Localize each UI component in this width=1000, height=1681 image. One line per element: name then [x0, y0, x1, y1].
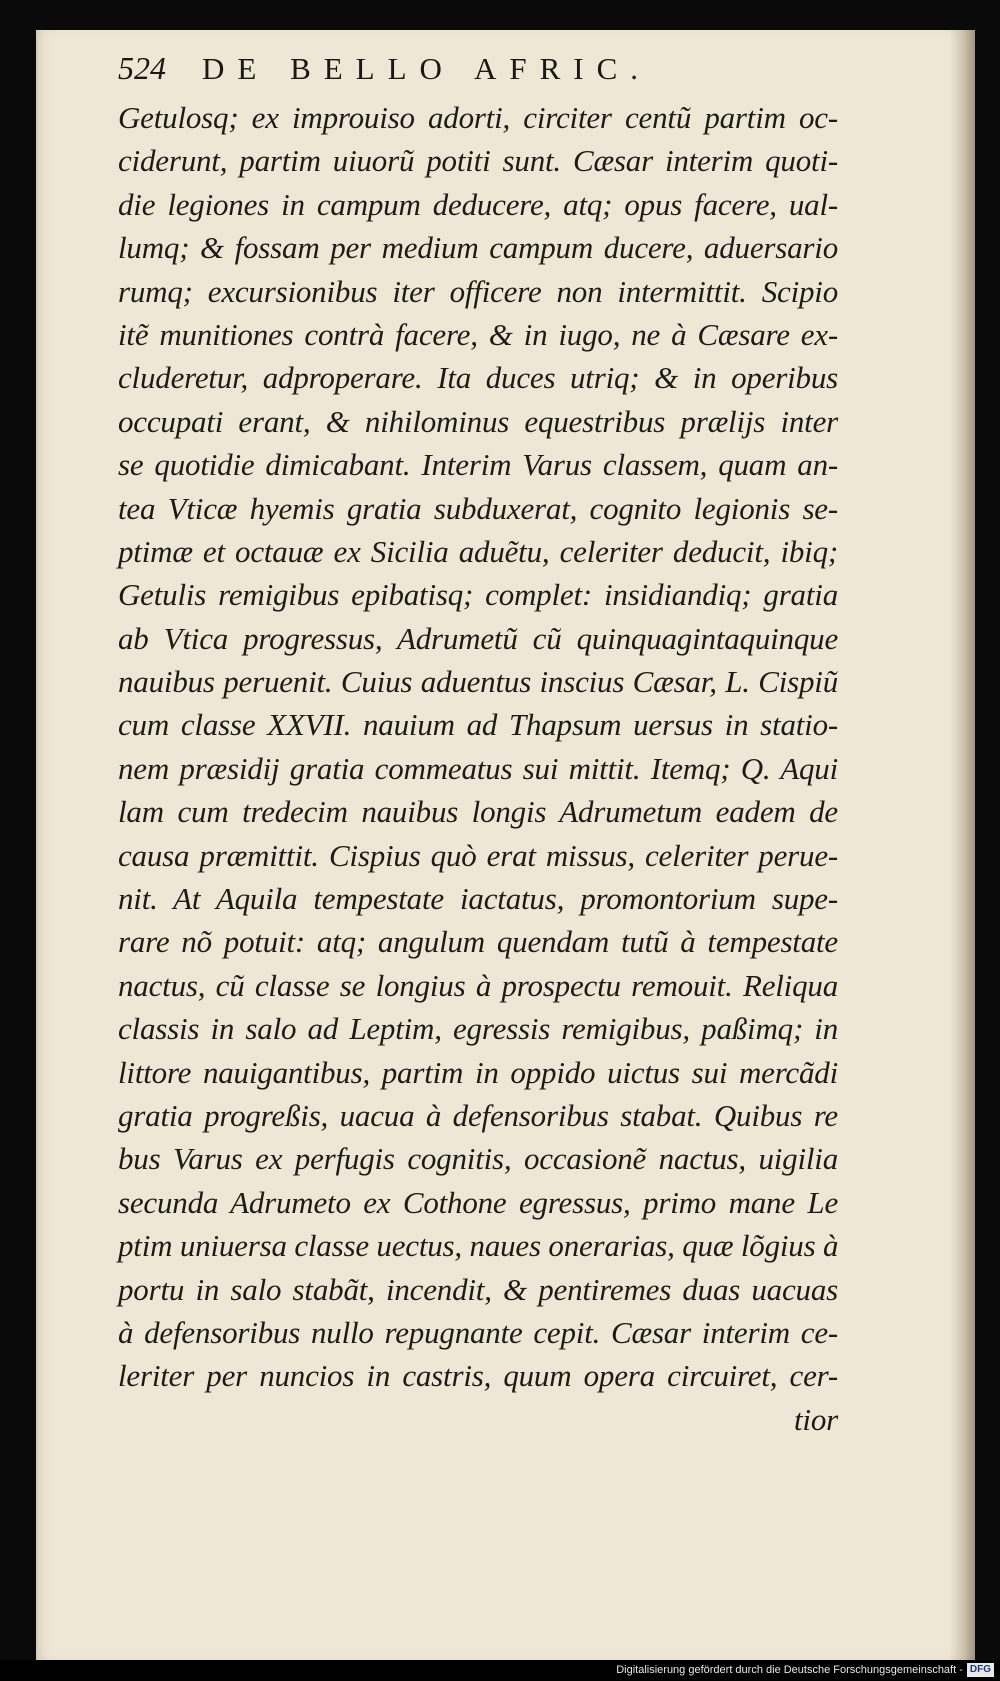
text-line: bus Varus ex perfugis cognitis, occasionẽ nactus, uigilia [118, 1141, 838, 1177]
text-line: rare nõ potuit: atq; angulum quendam tutũ à tempestate [118, 924, 838, 960]
page-gutter-shadow [949, 30, 975, 1660]
text-line: se quotidie dimicabant. Interim Varus classem, quam an- [118, 447, 838, 483]
text-line: à defensoribus nullo repugnante cepit. Cæsar interim ce- [118, 1314, 838, 1350]
digitization-credit [616, 1661, 994, 1679]
text-line: secunda Adrumeto ex Cothone egressus, primo mane Le [118, 1184, 838, 1220]
text-line: nit. At Aquila tempestate iactatus, promontorium supe- [118, 881, 838, 917]
text-line: nactus, cũ classe se longius à prospectu remouit. Reliqua [118, 967, 838, 1003]
credit-text: Digitalisierung gefördert durch die Deutsche Forschungsgemeinschaft - [616, 1664, 963, 1676]
text-line: ciderunt, partim uiuorũ potiti sunt. Cæsar interim quoti- [118, 143, 838, 179]
text-line: cum classe XXVII. nauium ad Thapsum uersus in statio- [118, 707, 838, 743]
text-line: Getulis remigibus epibatisq; complet: insidiandiq; gratia [118, 577, 838, 613]
text-line: ptimæ et octauæ ex Sicilia aduẽtu, celeriter deducit, ibiq; [118, 533, 838, 569]
page-number: 524 [118, 50, 166, 86]
text-line: causa præmittit. Cispius quò erat missus, celeriter perue- [118, 837, 838, 873]
text-line: tea Vticæ hyemis gratia subduxerat, cognito legionis se- [118, 490, 838, 526]
text-line: ptim uniuersa classe uectus, naues onerarias, quæ lõgius à [118, 1228, 839, 1264]
text-line: leriter per nuncios in castris, quum opera circuiret, cer- [118, 1358, 838, 1394]
text-line: rumq; excursionibus iter officere non intermittit. Scipio [118, 273, 838, 309]
text-line: portu in salo stabãt, incendit, & pentiremes duas uacuas [118, 1271, 838, 1307]
text-line: ab Vtica progressus, Adrumetũ cũ quinquagintaquinque [118, 620, 838, 656]
text-line: cluderetur, adproperare. Ita duces utriq; & in operibus [118, 360, 838, 396]
running-head [118, 50, 818, 90]
text-line: gratia progreßis, uacua à defensoribus stabat. Quibus re [118, 1097, 838, 1133]
catchword: tior [794, 1401, 838, 1437]
text-line: littore nauigantibus, partim in oppido uictus sui mercãdi [118, 1054, 838, 1090]
text-line: Getulosq; ex improuiso adorti, circiter centũ partim oc- [118, 100, 838, 135]
text-line: lumq; & fossam per medium campum ducere, aduersario [118, 230, 838, 266]
text-line: classis in salo ad Leptim, egressis remigibus, paßimq; in [118, 1011, 838, 1047]
text-line: itẽ munitiones contrà facere, & in iugo, ne à Cæsare ex- [118, 316, 838, 352]
text-line: occupati erant, & nihilominus equestribus prælijs inter [118, 403, 838, 439]
running-head-title: DE BELLO AFRIC. [202, 51, 652, 86]
text-line: nauibus peruenit. Cuius aduentus inscius Cæsar, L. Cispiũ [118, 664, 838, 700]
body-text [118, 96, 838, 1441]
text-line: die legiones in campum deducere, atq; opus facere, ual- [118, 186, 838, 222]
text-line: lam cum tredecim nauibus longis Adrumetum eadem de [118, 794, 838, 830]
dfg-logo: DFG [967, 1663, 994, 1677]
text-line: nem præsidij gratia commeatus sui mittit. Itemq; Q. Aqui [118, 750, 838, 786]
